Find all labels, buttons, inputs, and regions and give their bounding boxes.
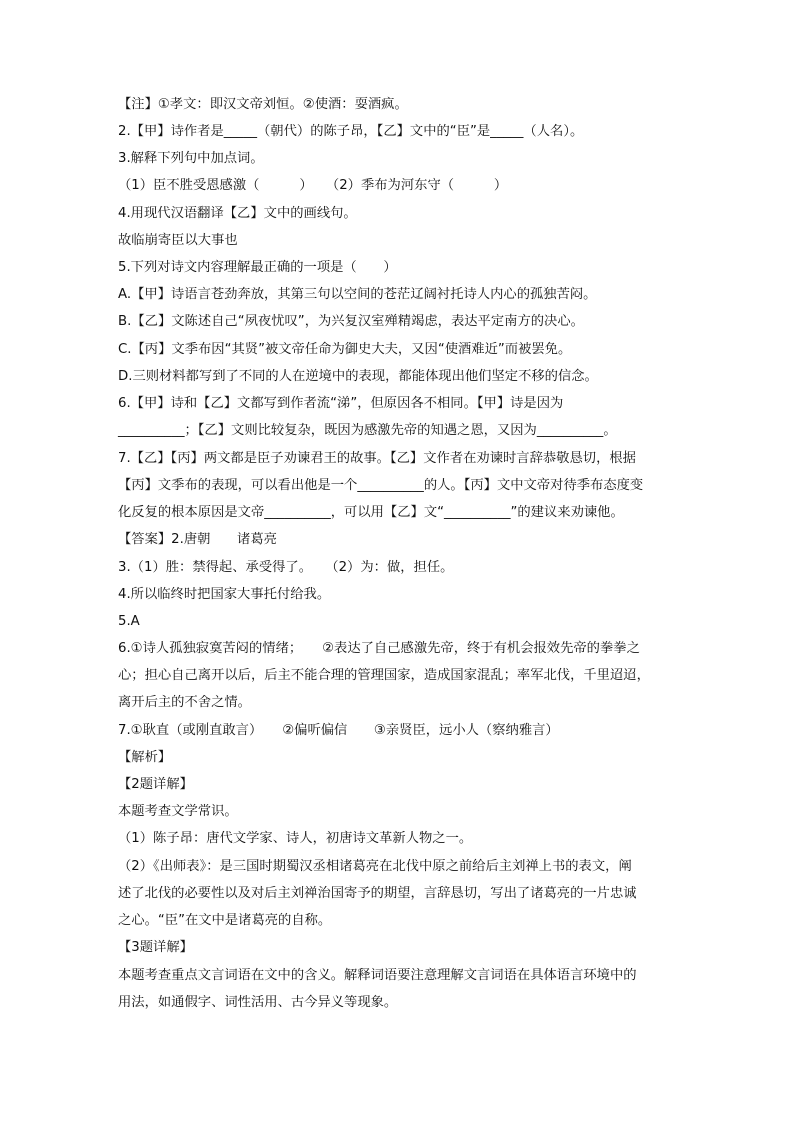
text-line: 7.①耿直（或刚直敢言） ②偏听偏信 ③亲贤臣，远小人（察纳雅言） [118, 723, 559, 738]
text-line: 【2题详解】 [118, 777, 193, 792]
text-line: 4.用现代汉语翻译【乙】文中的画线句。 [118, 206, 357, 221]
text-line: （1）臣不胜受恩感激（ ） （2）季布为河东守（ ） [118, 178, 508, 193]
text-line: 5.A [118, 614, 140, 629]
text-line: 3.解释下列句中加点词。 [118, 151, 264, 166]
text-line: （1）陈子昂：唐代文学家、诗人，初唐诗文革新人物之一。 [118, 831, 473, 846]
text-line: 之心。“臣”在文中是诸葛亮的自称。 [118, 913, 332, 928]
text-line: 【丙】文季布的表现，可以看出他是一个__________的人。【丙】文中文帝对待季布态度变 [118, 478, 644, 493]
text-line: B.【乙】文陈述自己“夙夜忧叹”，为兴复汉室殚精竭虑，表达平定南方的决心。 [118, 314, 584, 329]
text-line: C.【丙】文季布因“其贤”被文帝任命为御史大夫，又因“使酒难近”而被罢免。 [118, 342, 572, 357]
text-line: 5.下列对诗文内容理解最正确的一项是（ ） [118, 260, 397, 275]
text-line: 本题考查文学常识。 [118, 804, 238, 819]
text-line: 本题考查重点文言词语在文中的含义。解释词语要注意理解文言词语在具体语言环境中的 [118, 968, 637, 983]
text-line: 【解析】 [118, 750, 172, 765]
text-line: D.三则材料都写到了不同的人在逆境中的表现，都能体现出他们坚定不移的信念。 [118, 369, 598, 384]
text-line: 【注】①孝文：即汉文帝刘恒。②使酒：耍酒疯。 [118, 97, 408, 112]
text-line: 【3题详解】 [118, 940, 193, 955]
text-line: 4.所以临终时把国家大事托付给我。 [118, 587, 331, 602]
text-line: __________；【乙】文则比较复杂，既因为感激先帝的知遇之恩，又因为__________。 [118, 423, 617, 438]
text-line: A.【甲】诗语言苍劲奔放，其第三句以空间的苍茫辽阔衬托诗人内心的孤独苦闷。 [118, 287, 597, 302]
text-line: （2）《出师表》：是三国时期蜀汉丞相诸葛亮在北伐中原之前给后主刘禅上书的表文，阐 [118, 859, 632, 874]
text-line: 述了北伐的必要性以及对后主刘禅治国寄予的期望，言辞恳切，写出了诸葛亮的一片忠诚 [118, 886, 637, 901]
text-line: 2.【甲】诗作者是_____（朝代）的陈子昂，【乙】文中的“臣”是_____（人名）。 [118, 124, 584, 139]
text-line: 离开后主的不舍之情。 [118, 695, 251, 710]
text-line: 【答案】2.唐朝 诸葛亮 [118, 532, 277, 547]
text-line: 7.【乙】【丙】两文都是臣子劝谏君王的故事。【乙】文作者在劝谏时言辞恭敬恳切，根据 [118, 451, 636, 466]
text-line: 6.①诗人孤独寂寞苦闷的情绪； ②表达了自己感激先帝，终于有机会报效先帝的拳拳之 [118, 641, 640, 656]
text-line: 化反复的根本原因是文帝__________，可以用【乙】文“__________”的建议来劝谏他。 [118, 505, 624, 520]
text-line: 心；担心自己离开以后，后主不能合理的管理国家，造成国家混乱；率军北伐，千里迢迢， [118, 668, 650, 683]
text-line: 3.（1）胜：禁得起、承受得了。 （2）为：做，担任。 [118, 560, 454, 575]
text-line: 6.【甲】诗和【乙】文都写到作者流“涕”，但原因各不相同。【甲】诗是因为 [118, 396, 564, 411]
text-line: 用法，如通假字、词性活用、古今异义等现象。 [118, 995, 398, 1010]
text-line: 故临崩寄臣以大事也 [118, 233, 238, 248]
